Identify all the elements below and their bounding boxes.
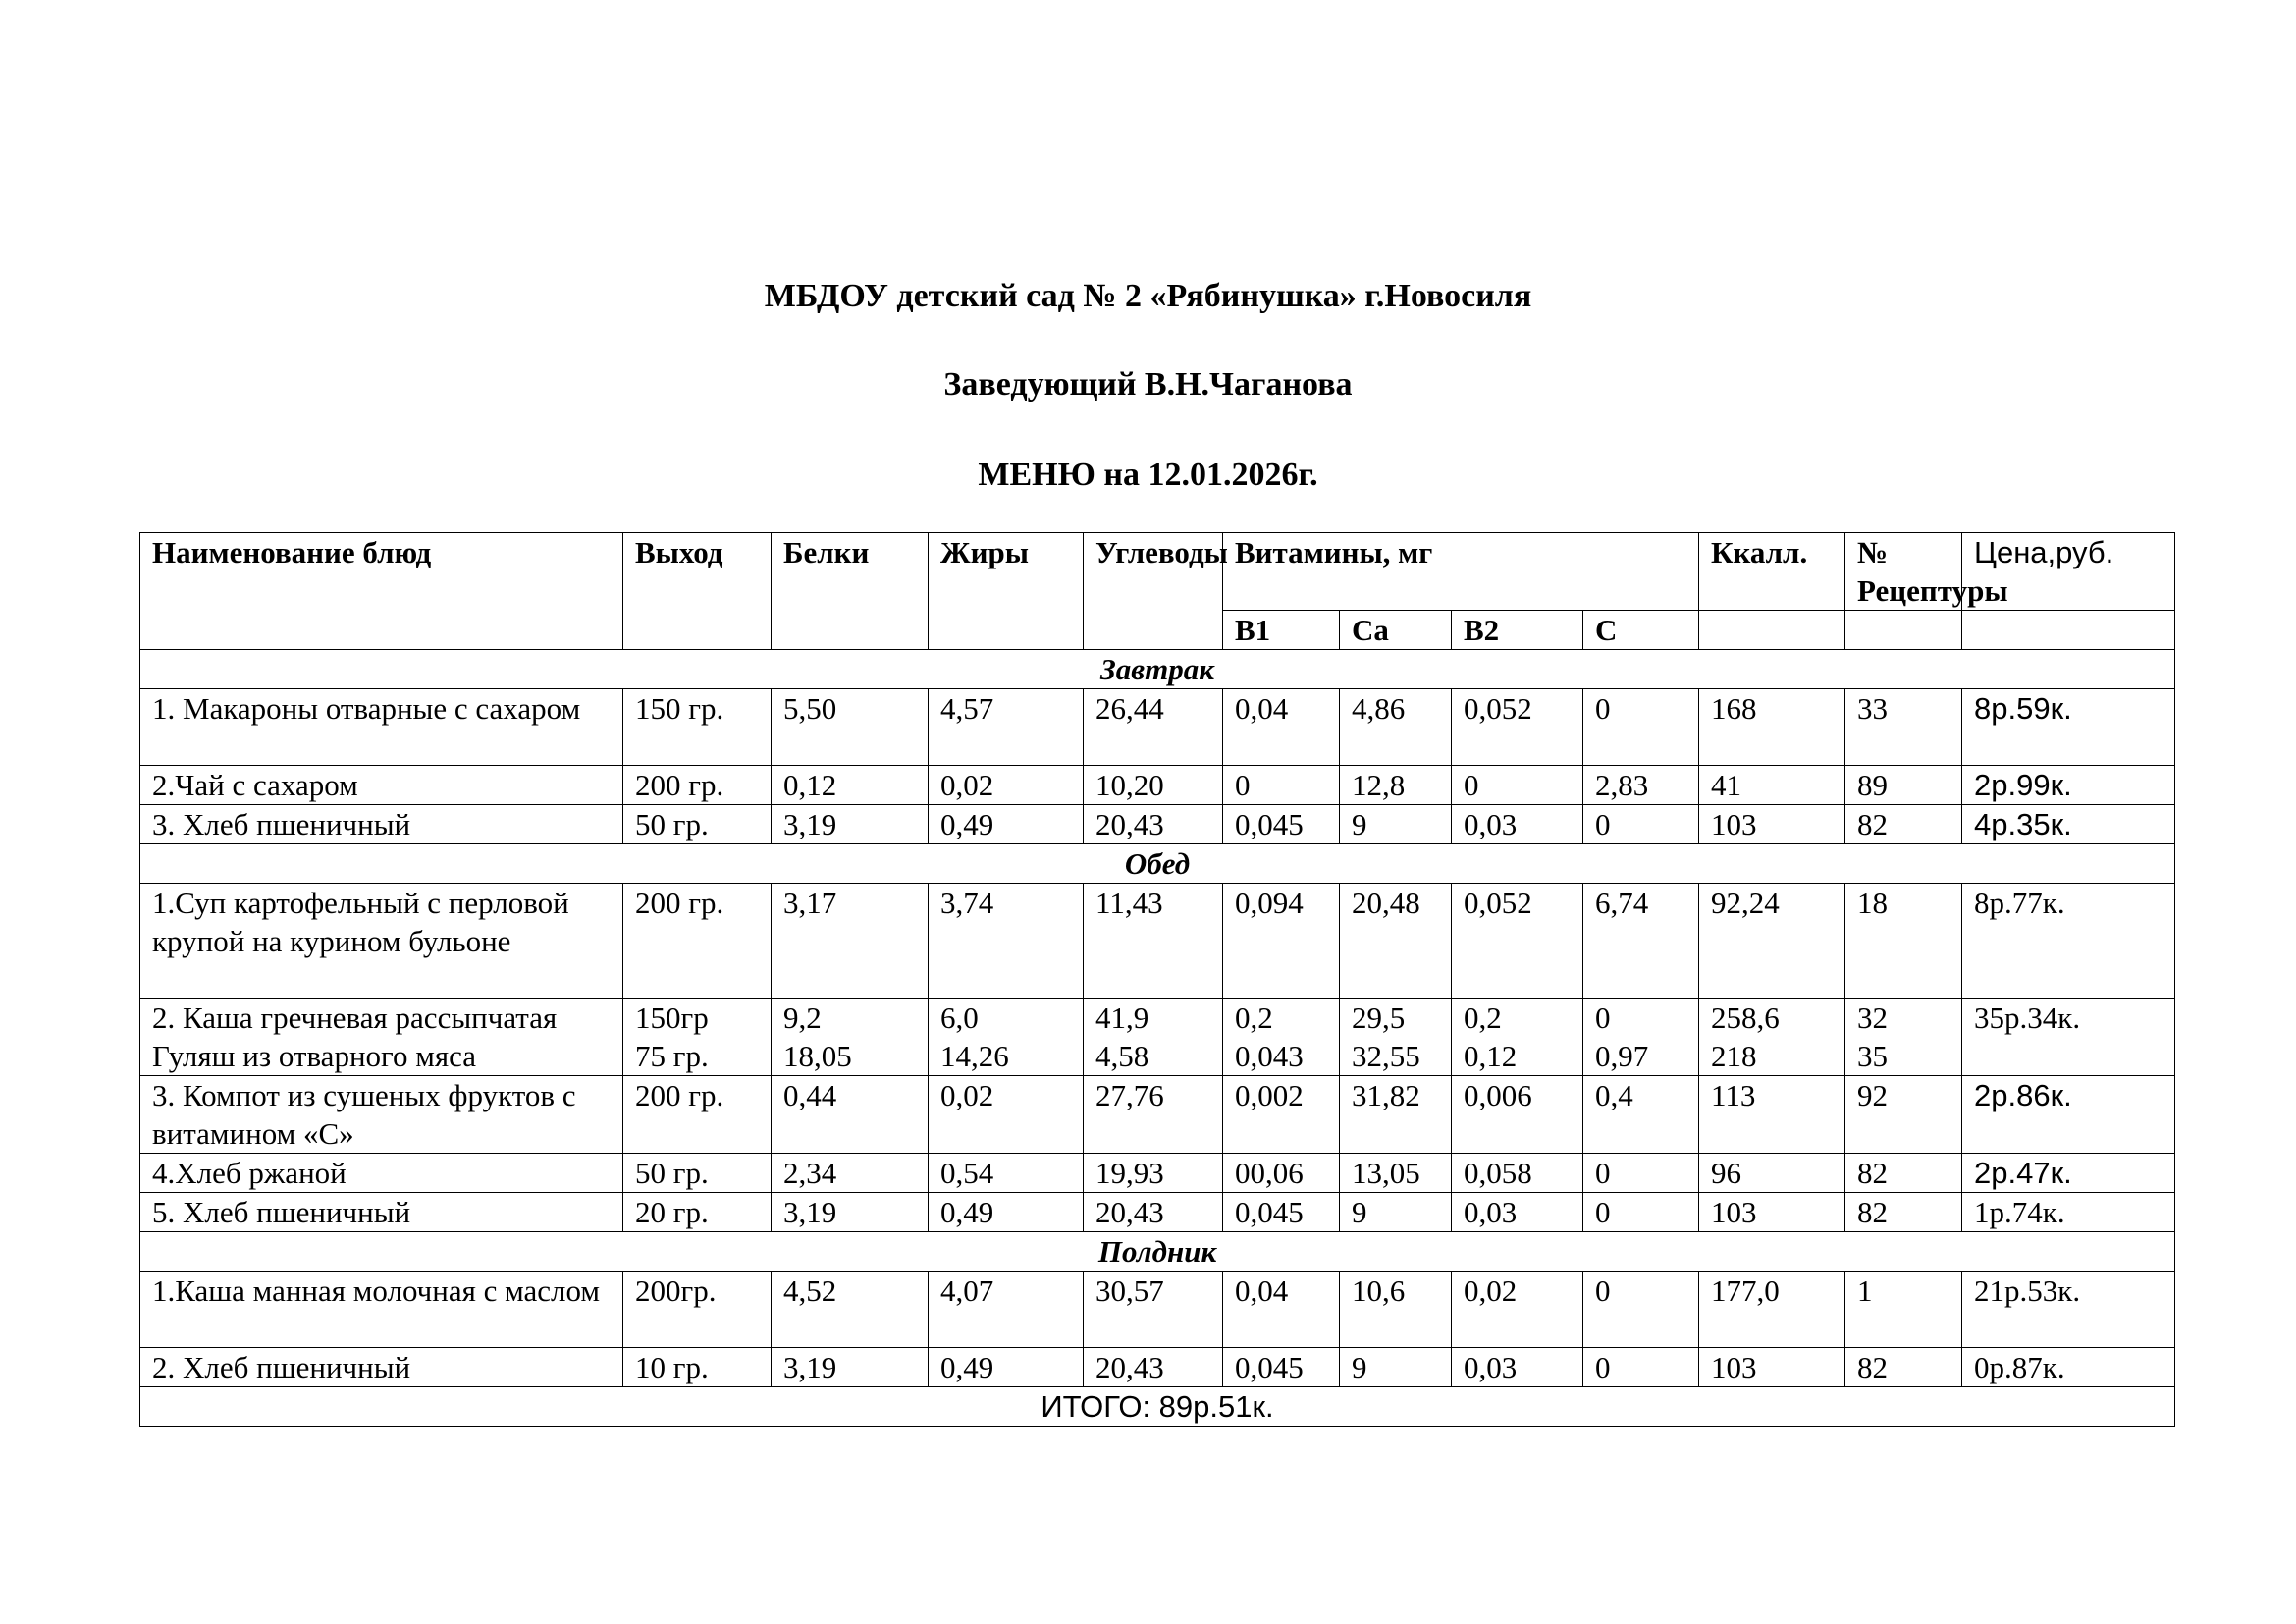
dish-fat	[929, 999, 1084, 1076]
dish-b2: 0,03	[1452, 1193, 1583, 1232]
dish-protein: 3,17	[772, 884, 929, 999]
dish-kcal: 168	[1699, 689, 1845, 766]
section-row	[140, 844, 2175, 884]
value-line: 6,0	[940, 1001, 979, 1035]
dish-name: 2.Чай с сахаром	[140, 766, 623, 805]
dish-fat: 4,07	[929, 1272, 1084, 1348]
dish-price: 8р.59к.	[1962, 689, 2175, 766]
table-row	[140, 689, 2175, 766]
value-line: 0,2	[1235, 1001, 1273, 1035]
dish-protein: 3,19	[772, 1193, 929, 1232]
section-title: Обед	[140, 844, 2175, 884]
dish-b1: 0	[1223, 766, 1340, 805]
dish-b1: 00,06	[1223, 1154, 1340, 1193]
dish-c: 0,4	[1583, 1076, 1699, 1154]
dish-fat: 0,49	[929, 805, 1084, 844]
dish-carbs: 19,93	[1084, 1154, 1223, 1193]
dish-carbs: 20,43	[1084, 1193, 1223, 1232]
dish-c: 6,74	[1583, 884, 1699, 999]
dish-ca: 10,6	[1340, 1272, 1452, 1348]
col-header-vitamins: Витамины, мг	[1223, 533, 1699, 611]
dish-name	[140, 999, 623, 1076]
dish-c: 2,83	[1583, 766, 1699, 805]
dish-name: 4.Хлеб ржаной	[140, 1154, 623, 1193]
col-header-carbs: Углеводы	[1084, 533, 1223, 650]
dish-fat: 0,49	[929, 1193, 1084, 1232]
dish-price: 2р.99к.	[1962, 766, 2175, 805]
dish-yield: 150 гр.	[623, 689, 772, 766]
dish-recipe: 82	[1845, 805, 1962, 844]
dish-kcal: 103	[1699, 1193, 1845, 1232]
table-row	[140, 999, 2175, 1076]
dish-recipe: 18	[1845, 884, 1962, 999]
value-line: 0,2	[1464, 1001, 1502, 1035]
dish-name: 3. Хлеб пшеничный	[140, 805, 623, 844]
dish-b2: 0,006	[1452, 1076, 1583, 1154]
dish-protein: 4,52	[772, 1272, 929, 1348]
dish-b2: 0	[1452, 766, 1583, 805]
dish-price: 21р.53к.	[1962, 1272, 2175, 1348]
value-line: 41,9	[1095, 1001, 1149, 1035]
value-line: 0,97	[1595, 1039, 1649, 1073]
dish-ca	[1340, 999, 1452, 1076]
director-line: Заведующий В.Н.Чаганова	[943, 366, 1353, 403]
value-line: 32,55	[1352, 1039, 1420, 1073]
dish-b2: 0,03	[1452, 805, 1583, 844]
org-title: МБДОУ детский сад № 2 «Рябинушка» г.Новосиля	[764, 278, 1532, 314]
section-row	[140, 650, 2175, 689]
dish-c: 0	[1583, 689, 1699, 766]
dish-ca: 9	[1340, 1193, 1452, 1232]
dish-protein: 0,12	[772, 766, 929, 805]
value-line: 35	[1857, 1039, 1889, 1073]
col-header-protein: Белки	[772, 533, 929, 650]
dish-price: 4р.35к.	[1962, 805, 2175, 844]
dish-yield: 200 гр.	[623, 766, 772, 805]
col-header-fat: Жиры	[929, 533, 1084, 650]
dish-recipe: 1	[1845, 1272, 1962, 1348]
dish-c: 0	[1583, 805, 1699, 844]
dish-carbs: 30,57	[1084, 1272, 1223, 1348]
total-value: ИТОГО: 89р.51к.	[140, 1387, 2175, 1427]
col-header-price: Цена,руб.	[1962, 533, 2175, 611]
dish-protein: 0,44	[772, 1076, 929, 1154]
dish-b2: 0,058	[1452, 1154, 1583, 1193]
dish-name: 2. Хлеб пшеничный	[140, 1348, 623, 1387]
menu-title: МЕНЮ на 12.01.2026г.	[978, 457, 1318, 493]
col-header-b1: В1	[1223, 611, 1340, 650]
dish-fat: 0,02	[929, 1076, 1084, 1154]
dish-carbs	[1084, 999, 1223, 1076]
value-line: 9,2	[783, 1001, 822, 1035]
dish-recipe: 82	[1845, 1193, 1962, 1232]
dish-ca: 12,8	[1340, 766, 1452, 805]
value-line: 150гр	[635, 1001, 709, 1035]
table-row	[140, 884, 2175, 999]
col-header-name: Наименование блюд	[140, 533, 623, 650]
dish-b1: 0,04	[1223, 689, 1340, 766]
dish-protein: 2,34	[772, 1154, 929, 1193]
dish-yield: 200гр.	[623, 1272, 772, 1348]
dish-fat: 4,57	[929, 689, 1084, 766]
col-header-ca: Са	[1340, 611, 1452, 650]
dish-protein: 3,19	[772, 1348, 929, 1387]
dish-ca: 9	[1340, 1348, 1452, 1387]
dish-ca: 4,86	[1340, 689, 1452, 766]
table-row	[140, 1076, 2175, 1154]
dish-b1	[1223, 999, 1340, 1076]
dish-b2: 0,03	[1452, 1348, 1583, 1387]
dish-price: 8р.77к.	[1962, 884, 2175, 999]
dish-yield: 50 гр.	[623, 805, 772, 844]
dish-b1: 0,002	[1223, 1076, 1340, 1154]
dish-kcal: 92,24	[1699, 884, 1845, 999]
total-row	[140, 1387, 2175, 1427]
dish-fat: 3,74	[929, 884, 1084, 999]
dish-carbs: 26,44	[1084, 689, 1223, 766]
dish-recipe: 82	[1845, 1154, 1962, 1193]
value-line: 75 гр.	[635, 1039, 709, 1073]
dish-yield: 200 гр.	[623, 884, 772, 999]
dish-yield: 20 гр.	[623, 1193, 772, 1232]
dish-name: 3. Компот из сушеных фруктов с витамином «С»	[140, 1076, 623, 1154]
menu-table	[139, 532, 2175, 1427]
dish-protein	[772, 999, 929, 1076]
dish-b1: 0,045	[1223, 1348, 1340, 1387]
dish-fat: 0,54	[929, 1154, 1084, 1193]
empty-cell	[1962, 611, 2175, 650]
table-header-row	[140, 533, 2175, 611]
value-line: 4,58	[1095, 1039, 1149, 1073]
dish-carbs: 20,43	[1084, 1348, 1223, 1387]
dish-b2: 0,052	[1452, 884, 1583, 999]
dish-recipe: 92	[1845, 1076, 1962, 1154]
value-line: 32	[1857, 1001, 1889, 1035]
dish-b1: 0,045	[1223, 805, 1340, 844]
dish-price: 2р.47к.	[1962, 1154, 2175, 1193]
table-row	[140, 1348, 2175, 1387]
value-line: 258,6	[1711, 1001, 1780, 1035]
dish-ca: 13,05	[1340, 1154, 1452, 1193]
value-line: 29,5	[1352, 1001, 1406, 1035]
value-line: 218	[1711, 1039, 1757, 1073]
dish-kcal: 113	[1699, 1076, 1845, 1154]
value-line: 0,043	[1235, 1039, 1304, 1073]
table-row	[140, 1193, 2175, 1232]
dish-recipe	[1845, 999, 1962, 1076]
dish-yield: 50 гр.	[623, 1154, 772, 1193]
table-row	[140, 1154, 2175, 1193]
table-row	[140, 805, 2175, 844]
empty-cell	[1845, 611, 1962, 650]
dish-kcal: 41	[1699, 766, 1845, 805]
dish-carbs: 27,76	[1084, 1076, 1223, 1154]
dish-recipe: 33	[1845, 689, 1962, 766]
dish-kcal	[1699, 999, 1845, 1076]
value-line: 14,26	[940, 1039, 1009, 1073]
table-row	[140, 766, 2175, 805]
dish-protein: 5,50	[772, 689, 929, 766]
dish-kcal: 103	[1699, 805, 1845, 844]
dish-b1: 0,04	[1223, 1272, 1340, 1348]
col-header-yield: Выход	[623, 533, 772, 650]
section-row	[140, 1232, 2175, 1272]
table-row	[140, 1272, 2175, 1348]
dish-fat: 0,49	[929, 1348, 1084, 1387]
dish-kcal: 103	[1699, 1348, 1845, 1387]
dish-name: 1.Суп картофельный с перловой крупой на курином бульоне	[140, 884, 623, 999]
dish-carbs: 11,43	[1084, 884, 1223, 999]
dish-c: 0	[1583, 1348, 1699, 1387]
dish-price: 1р.74к.	[1962, 1193, 2175, 1232]
dish-b2	[1452, 999, 1583, 1076]
dish-b2: 0,052	[1452, 689, 1583, 766]
dish-protein: 3,19	[772, 805, 929, 844]
dish-kcal: 177,0	[1699, 1272, 1845, 1348]
dish-recipe: 82	[1845, 1348, 1962, 1387]
section-title: Полдник	[140, 1232, 2175, 1272]
col-header-recipe: № Рецептуры	[1845, 533, 1962, 611]
value-line: 0	[1595, 1001, 1611, 1035]
value-line: 18,05	[783, 1039, 852, 1073]
dish-b1: 0,045	[1223, 1193, 1340, 1232]
dish-price: 0р.87к.	[1962, 1348, 2175, 1387]
dish-name: 5. Хлеб пшеничный	[140, 1193, 623, 1232]
section-title: Завтрак	[140, 650, 2175, 689]
dish-name: 1. Макароны отварные с сахаром	[140, 689, 623, 766]
dish-yield: 200 гр.	[623, 1076, 772, 1154]
dish-b1: 0,094	[1223, 884, 1340, 999]
col-header-c: С	[1583, 611, 1699, 650]
dish-b2: 0,02	[1452, 1272, 1583, 1348]
dish-yield: 10 гр.	[623, 1348, 772, 1387]
dish-ca: 31,82	[1340, 1076, 1452, 1154]
dish-name-line: 2. Каша гречневая рассыпчатая	[152, 1001, 558, 1035]
col-header-kcal: Ккалл.	[1699, 533, 1845, 611]
dish-carbs: 20,43	[1084, 805, 1223, 844]
dish-ca: 20,48	[1340, 884, 1452, 999]
dish-name: 1.Каша манная молочная с маслом	[140, 1272, 623, 1348]
dish-price: 2р.86к.	[1962, 1076, 2175, 1154]
col-header-b2: В2	[1452, 611, 1583, 650]
value-line: 0,12	[1464, 1039, 1518, 1073]
dish-price: 35р.34к.	[1962, 999, 2175, 1076]
dish-c: 0	[1583, 1272, 1699, 1348]
dish-carbs: 10,20	[1084, 766, 1223, 805]
dish-c: 0	[1583, 1193, 1699, 1232]
dish-ca: 9	[1340, 805, 1452, 844]
dish-yield	[623, 999, 772, 1076]
dish-c	[1583, 999, 1699, 1076]
dish-name-line: Гуляш из отварного мяса	[152, 1039, 476, 1073]
dish-c: 0	[1583, 1154, 1699, 1193]
dish-kcal: 96	[1699, 1154, 1845, 1193]
empty-cell	[1699, 611, 1845, 650]
dish-fat: 0,02	[929, 766, 1084, 805]
dish-recipe: 89	[1845, 766, 1962, 805]
